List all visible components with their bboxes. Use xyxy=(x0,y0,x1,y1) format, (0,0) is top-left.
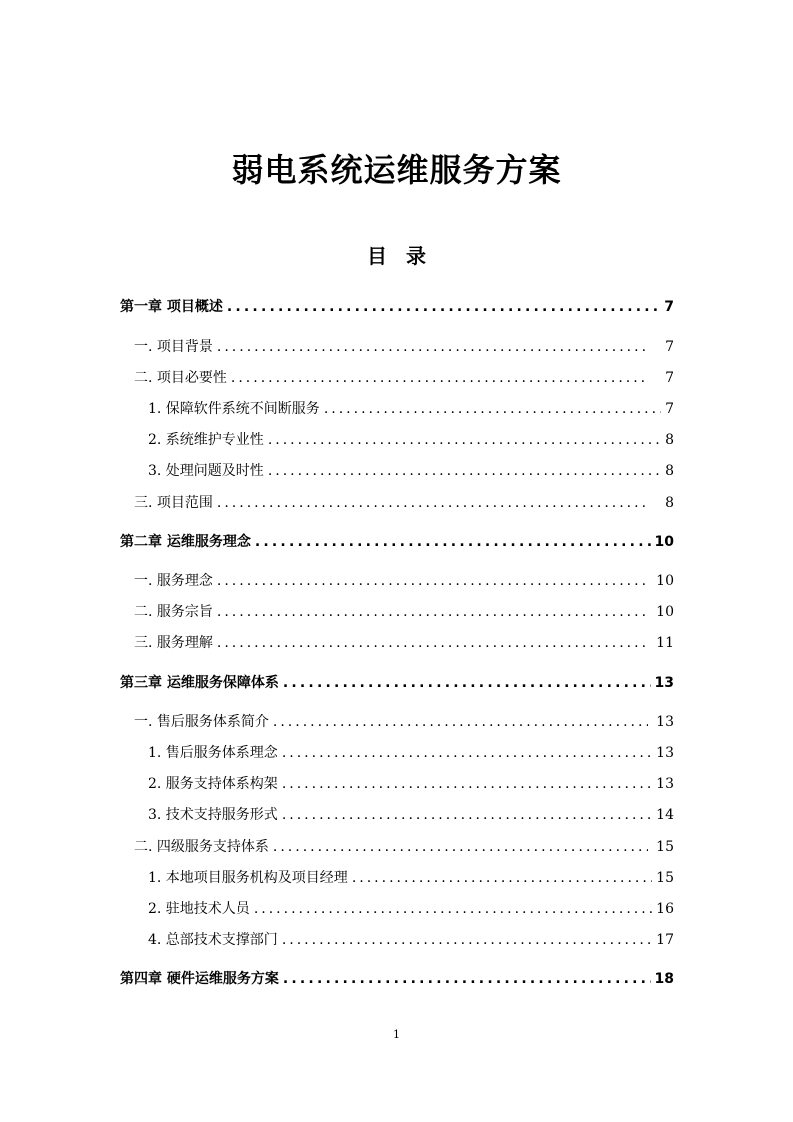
toc-entry-label: 三. 服务理解 xyxy=(134,635,213,651)
toc-entry-label: 第二章 运维服务理念 xyxy=(120,534,251,550)
toc-entry-page: 10 xyxy=(654,534,674,550)
toc-entry-page: 8 xyxy=(665,495,674,511)
toc-dot-leader xyxy=(268,429,661,451)
toc-dot-leader xyxy=(273,836,648,858)
toc-entry-page: 13 xyxy=(656,714,674,730)
toc-entry-label: 2. 系统维护专业性 xyxy=(148,432,264,448)
toc-subsection-entry[interactable] xyxy=(148,929,674,951)
toc-dot-leader xyxy=(255,531,651,553)
toc-entry-page: 14 xyxy=(656,807,674,823)
toc-entry-page: 7 xyxy=(664,299,674,315)
toc-entry-label: 3. 技术支持服务形式 xyxy=(148,807,278,823)
toc-dot-leader xyxy=(227,296,660,318)
toc-entry-label: 1. 本地项目服务机构及项目经理 xyxy=(148,870,348,886)
toc-dot-leader xyxy=(231,367,648,389)
toc-entry-page: 13 xyxy=(656,776,674,792)
document-title: 弱电系统运维服务方案 xyxy=(231,151,562,189)
toc-subsection-entry[interactable] xyxy=(148,867,674,889)
toc-dot-leader xyxy=(217,601,648,623)
toc-chapter-entry[interactable] xyxy=(120,531,674,553)
toc-entry-label: 二. 项目必要性 xyxy=(134,370,227,386)
toc-dot-leader xyxy=(217,570,648,592)
toc-dot-leader xyxy=(283,672,651,694)
toc-dot-leader xyxy=(273,711,648,733)
toc-entry-page: 15 xyxy=(656,839,674,855)
toc-dot-leader xyxy=(282,804,652,826)
toc-entry-label: 1. 售后服务体系理念 xyxy=(148,745,278,761)
toc-entry-label: 二. 服务宗旨 xyxy=(134,604,213,620)
toc-dot-leader xyxy=(324,398,661,420)
toc-entry-page: 15 xyxy=(656,870,674,886)
toc-entry-label: 3. 处理问题及时性 xyxy=(148,463,264,479)
toc-subsection-entry[interactable] xyxy=(148,460,674,482)
toc-chapter-entry[interactable] xyxy=(120,296,674,318)
toc-heading: 目 录 xyxy=(367,244,426,268)
toc-dot-leader xyxy=(268,460,661,482)
toc-entry-page: 7 xyxy=(665,339,674,355)
toc-section-entry[interactable] xyxy=(134,570,674,592)
toc-dot-leader xyxy=(282,742,652,764)
toc-entry-page: 11 xyxy=(656,635,674,651)
toc-entry-label: 一. 项目背景 xyxy=(134,339,213,355)
toc-entry-label: 2. 服务支持体系构架 xyxy=(148,776,278,792)
toc-section-entry[interactable] xyxy=(134,601,674,623)
toc-section-entry[interactable] xyxy=(134,836,674,858)
toc-subsection-entry[interactable] xyxy=(148,773,674,795)
toc-subsection-entry[interactable] xyxy=(148,742,674,764)
toc-dot-leader xyxy=(283,968,651,990)
toc-dot-leader xyxy=(217,492,648,514)
toc-section-entry[interactable] xyxy=(134,492,674,514)
toc-section-entry[interactable] xyxy=(134,711,674,733)
toc-section-entry[interactable] xyxy=(134,632,674,654)
toc-entry-page: 13 xyxy=(654,675,674,691)
toc-dot-leader xyxy=(282,773,652,795)
toc-entry-label: 第四章 硬件运维服务方案 xyxy=(120,971,279,987)
toc-entry-label: 第三章 运维服务保障体系 xyxy=(120,675,279,691)
toc-entry-label: 第一章 项目概述 xyxy=(120,299,223,315)
toc-chapter-entry[interactable] xyxy=(120,968,674,990)
toc-dot-leader xyxy=(352,867,652,889)
toc-dot-leader xyxy=(282,929,652,951)
toc-subsection-entry[interactable] xyxy=(148,898,674,920)
toc-entry-label: 二. 四级服务支持体系 xyxy=(134,839,269,855)
toc-entry-page: 10 xyxy=(656,604,674,620)
toc-subsection-entry[interactable] xyxy=(148,429,674,451)
toc-section-entry[interactable] xyxy=(134,367,674,389)
toc-entry-page: 17 xyxy=(656,932,674,948)
toc-entry-page: 18 xyxy=(654,971,674,987)
toc-entry-page: 13 xyxy=(656,745,674,761)
toc-entry-page: 10 xyxy=(656,573,674,589)
toc-entry-label: 一. 售后服务体系简介 xyxy=(134,714,269,730)
toc-subsection-entry[interactable] xyxy=(148,398,674,420)
toc-entry-page: 7 xyxy=(665,370,674,386)
toc-subsection-entry[interactable] xyxy=(148,804,674,826)
toc-entry-label: 一. 服务理念 xyxy=(134,573,213,589)
toc-entry-label: 三. 项目范围 xyxy=(134,495,213,511)
toc-dot-leader xyxy=(254,898,652,920)
toc-entry-label: 4. 总部技术支撑部门 xyxy=(148,932,278,948)
toc-entry-page: 7 xyxy=(665,401,674,417)
page-number: 1 xyxy=(393,1028,400,1041)
toc-section-entry[interactable] xyxy=(134,336,674,358)
toc-dot-leader xyxy=(217,336,648,358)
toc-chapter-entry[interactable] xyxy=(120,672,674,694)
toc-entry-page: 8 xyxy=(665,432,674,448)
toc-entry-label: 1. 保障软件系统不间断服务 xyxy=(148,401,320,417)
toc-dot-leader xyxy=(217,632,648,654)
toc-entry-label: 2. 驻地技术人员 xyxy=(148,901,250,917)
toc-entry-page: 8 xyxy=(665,463,674,479)
toc-entry-page: 16 xyxy=(656,901,674,917)
